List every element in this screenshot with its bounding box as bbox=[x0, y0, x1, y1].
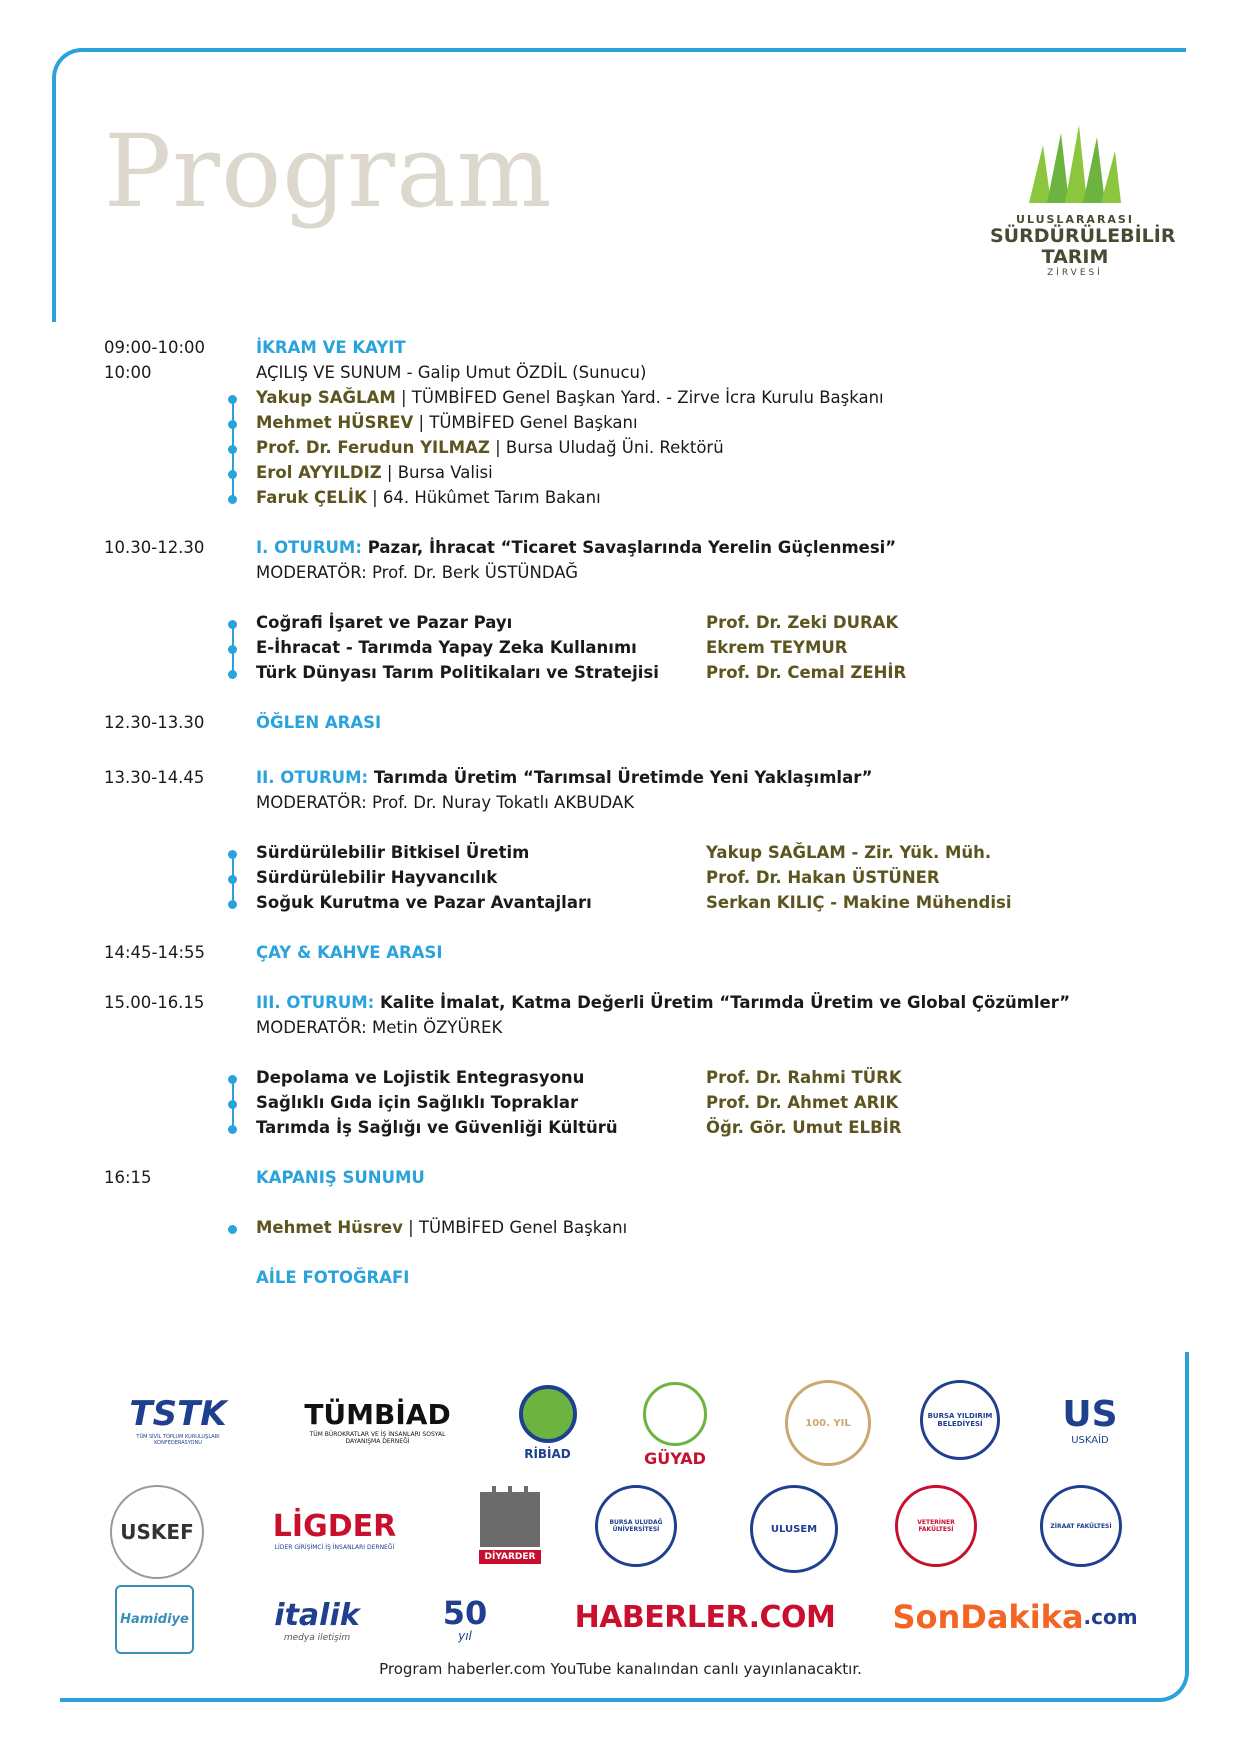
italik-logo: italik medya iletişim bbox=[274, 1597, 360, 1643]
time-label: 15.00-16.15 bbox=[104, 993, 205, 1012]
gear-icon bbox=[519, 1385, 577, 1443]
bullet-icon bbox=[228, 1225, 237, 1234]
registration-label: İKRAM VE KAYIT bbox=[256, 338, 406, 357]
closing-speaker: Mehmet Hüsrev | TÜMBİFED Genel Başkanı bbox=[256, 1218, 628, 1237]
uskaid-logo: US USKAİD bbox=[1062, 1394, 1118, 1446]
tumbiad-logo: TÜMBİAD TÜM BÜROKRATLAR VE İŞ İNSANLARI SOSYAL DAYANIŞMA DERNEĞİ bbox=[304, 1397, 451, 1445]
footer-note: Program haberler.com YouTube kanalından canlı yayınlanacaktır. bbox=[379, 1660, 862, 1678]
time-label: 13.30-14.45 bbox=[104, 768, 205, 787]
sondakika-logo: SonDakika .com bbox=[892, 1598, 1138, 1636]
anniversary-100-logo: 100. YIL bbox=[785, 1380, 871, 1466]
hamidiye-logo: Hamidiye bbox=[115, 1585, 194, 1654]
talk-speaker: Prof. Dr. Zeki DURAK bbox=[706, 613, 899, 632]
talk-topic: Türk Dünyası Tarım Politikaları ve Stratejisi bbox=[256, 663, 659, 682]
bullet-icon bbox=[228, 900, 237, 909]
ligder-logo: LİGDER LİDER GİRİŞİMCİ İŞ İNSANLARI DERNEĞİ bbox=[272, 1509, 397, 1551]
bullet-icon bbox=[228, 670, 237, 679]
session-2-moderator: MODERATÖR: Prof. Dr. Nuray Tokatlı AKBUDAK bbox=[256, 793, 635, 812]
apple-icon bbox=[643, 1382, 707, 1446]
lunch-label: ÖĞLEN ARASI bbox=[256, 713, 382, 732]
tstk-logo: TSTK TÜM SİVİL TOPLUM KURULUŞLARI KONFEDERASYONU bbox=[129, 1394, 227, 1446]
talk-topic: Sürdürülebilir Bitkisel Üretim bbox=[256, 843, 530, 862]
talk-topic: Depolama ve Lojistik Entegrasyonu bbox=[256, 1068, 585, 1087]
time-label: 09:00-10:00 bbox=[104, 338, 206, 357]
us-icon: US bbox=[1062, 1394, 1118, 1435]
talk-speaker: Prof. Dr. Cemal ZEHİR bbox=[706, 663, 907, 682]
uludag-university-logo: BURSA ULUDAĞ ÜNİVERSİTESİ bbox=[595, 1485, 677, 1567]
uskef-logo: USKEF bbox=[110, 1485, 204, 1579]
bullet-icon bbox=[228, 470, 237, 479]
talk-speaker: Öğr. Gör. Umut ELBİR bbox=[706, 1118, 902, 1137]
haberler-logo: HABERLER.COM bbox=[574, 1599, 836, 1635]
leaf-logo-icon bbox=[1025, 125, 1125, 205]
time-label: 12.30-13.30 bbox=[104, 713, 205, 732]
ribiad-logo: RİBİAD bbox=[510, 1378, 585, 1468]
talk-speaker: Prof. Dr. Hakan ÜSTÜNER bbox=[706, 868, 940, 887]
closing-label: KAPANIŞ SUNUMU bbox=[256, 1168, 425, 1187]
ulusem-logo: ULUSEM bbox=[750, 1485, 838, 1573]
session-1-moderator: MODERATÖR: Prof. Dr. Berk ÜSTÜNDAĞ bbox=[256, 563, 579, 582]
diyarder-logo: DİYARDER bbox=[470, 1480, 550, 1570]
veterinary-faculty-logo: VETERİNER FAKÜLTESİ bbox=[895, 1485, 977, 1567]
time-label: 10:00 bbox=[104, 363, 152, 382]
bullet-icon bbox=[228, 495, 237, 504]
logo-line-1: ULUSLARARASI bbox=[1016, 213, 1134, 226]
opening-speaker: Erol AYYILDIZ | Bursa Valisi bbox=[256, 463, 493, 482]
page-title: Program bbox=[104, 113, 553, 230]
opening-speaker: Faruk ÇELİK | 64. Hükûmet Tarım Bakanı bbox=[256, 488, 601, 507]
opening-label: AÇILIŞ VE SUNUM - Galip Umut ÖZDİL (Sunucu) bbox=[256, 363, 647, 382]
bullet-icon bbox=[228, 445, 237, 454]
bullet-icon bbox=[228, 875, 237, 884]
time-label: 14:45-14:55 bbox=[104, 943, 206, 962]
bullet-icon bbox=[228, 620, 237, 629]
logo-line-3: TARIM bbox=[1041, 245, 1109, 268]
logo-line-2: SÜRDÜRÜLEBİLİR bbox=[990, 225, 1176, 247]
agriculture-faculty-logo: ZİRAAT FAKÜLTESİ bbox=[1040, 1485, 1122, 1567]
bullet-icon bbox=[228, 1125, 237, 1134]
bullet-icon bbox=[228, 1100, 237, 1109]
time-label: 16:15 bbox=[104, 1168, 152, 1187]
talk-topic: Coğrafi İşaret ve Pazar Payı bbox=[256, 613, 513, 632]
summit-logo bbox=[990, 125, 1176, 278]
talk-speaker: Ekrem TEYMUR bbox=[706, 638, 848, 657]
session-3-title: III. OTURUM: Kalite İmalat, Katma Değerli Üretim “Tarımda Üretim ve Global Çözümler” bbox=[256, 993, 1071, 1012]
bullet-icon bbox=[228, 420, 237, 429]
castle-icon bbox=[480, 1486, 540, 1547]
50-year-logo: 50 yıl bbox=[442, 1594, 488, 1643]
talk-speaker: Yakup SAĞLAM - Zir. Yük. Müh. bbox=[706, 843, 992, 862]
opening-speaker: Yakup SAĞLAM | TÜMBİFED Genel Başkan Yard. - Zirve İcra Kurulu Başkanı bbox=[256, 388, 884, 407]
talk-topic: E-İhracat - Tarımda Yapay Zeka Kullanımı bbox=[256, 638, 637, 657]
session-2-title: II. OTURUM: Tarımda Üretim “Tarımsal Üretimde Yeni Yaklaşımlar” bbox=[256, 768, 873, 787]
talk-topic: Soğuk Kurutma ve Pazar Avantajları bbox=[256, 893, 592, 912]
talk-topic: Sağlıklı Gıda için Sağlıklı Topraklar bbox=[256, 1093, 579, 1112]
logo-line-4: ZİRVESİ bbox=[1047, 267, 1103, 278]
family-photo-label: AİLE FOTOĞRAFI bbox=[256, 1268, 410, 1287]
bursa-yildirim-logo: BURSA YILDIRIM BELEDİYESİ bbox=[920, 1380, 1000, 1460]
bullet-icon bbox=[228, 645, 237, 654]
time-label: 10.30-12.30 bbox=[104, 538, 205, 557]
break-label: ÇAY & KAHVE ARASI bbox=[256, 943, 443, 962]
talk-topic: Tarımda İş Sağlığı ve Güvenliği Kültürü bbox=[256, 1118, 618, 1137]
session-1-title: I. OTURUM: Pazar, İhracat “Ticaret Savaşlarında Yerelin Güçlenmesi” bbox=[256, 538, 897, 557]
bullet-icon bbox=[228, 1075, 237, 1084]
talk-topic: Sürdürülebilir Hayvancılık bbox=[256, 868, 498, 887]
opening-speaker: Prof. Dr. Ferudun YILMAZ | Bursa Uludağ Üni. Rektörü bbox=[256, 438, 724, 457]
talk-speaker: Serkan KILIÇ - Makine Mühendisi bbox=[706, 893, 1012, 912]
talk-speaker: Prof. Dr. Rahmi TÜRK bbox=[706, 1068, 902, 1087]
session-3-moderator: MODERATÖR: Metin ÖZYÜREK bbox=[256, 1018, 503, 1037]
guyad-logo: GÜYAD bbox=[635, 1380, 715, 1470]
bullet-icon bbox=[228, 395, 237, 404]
talk-speaker: Prof. Dr. Ahmet ARIK bbox=[706, 1093, 899, 1112]
opening-speaker: Mehmet HÜSREV | TÜMBİFED Genel Başkanı bbox=[256, 413, 638, 432]
bullet-icon bbox=[228, 850, 237, 859]
